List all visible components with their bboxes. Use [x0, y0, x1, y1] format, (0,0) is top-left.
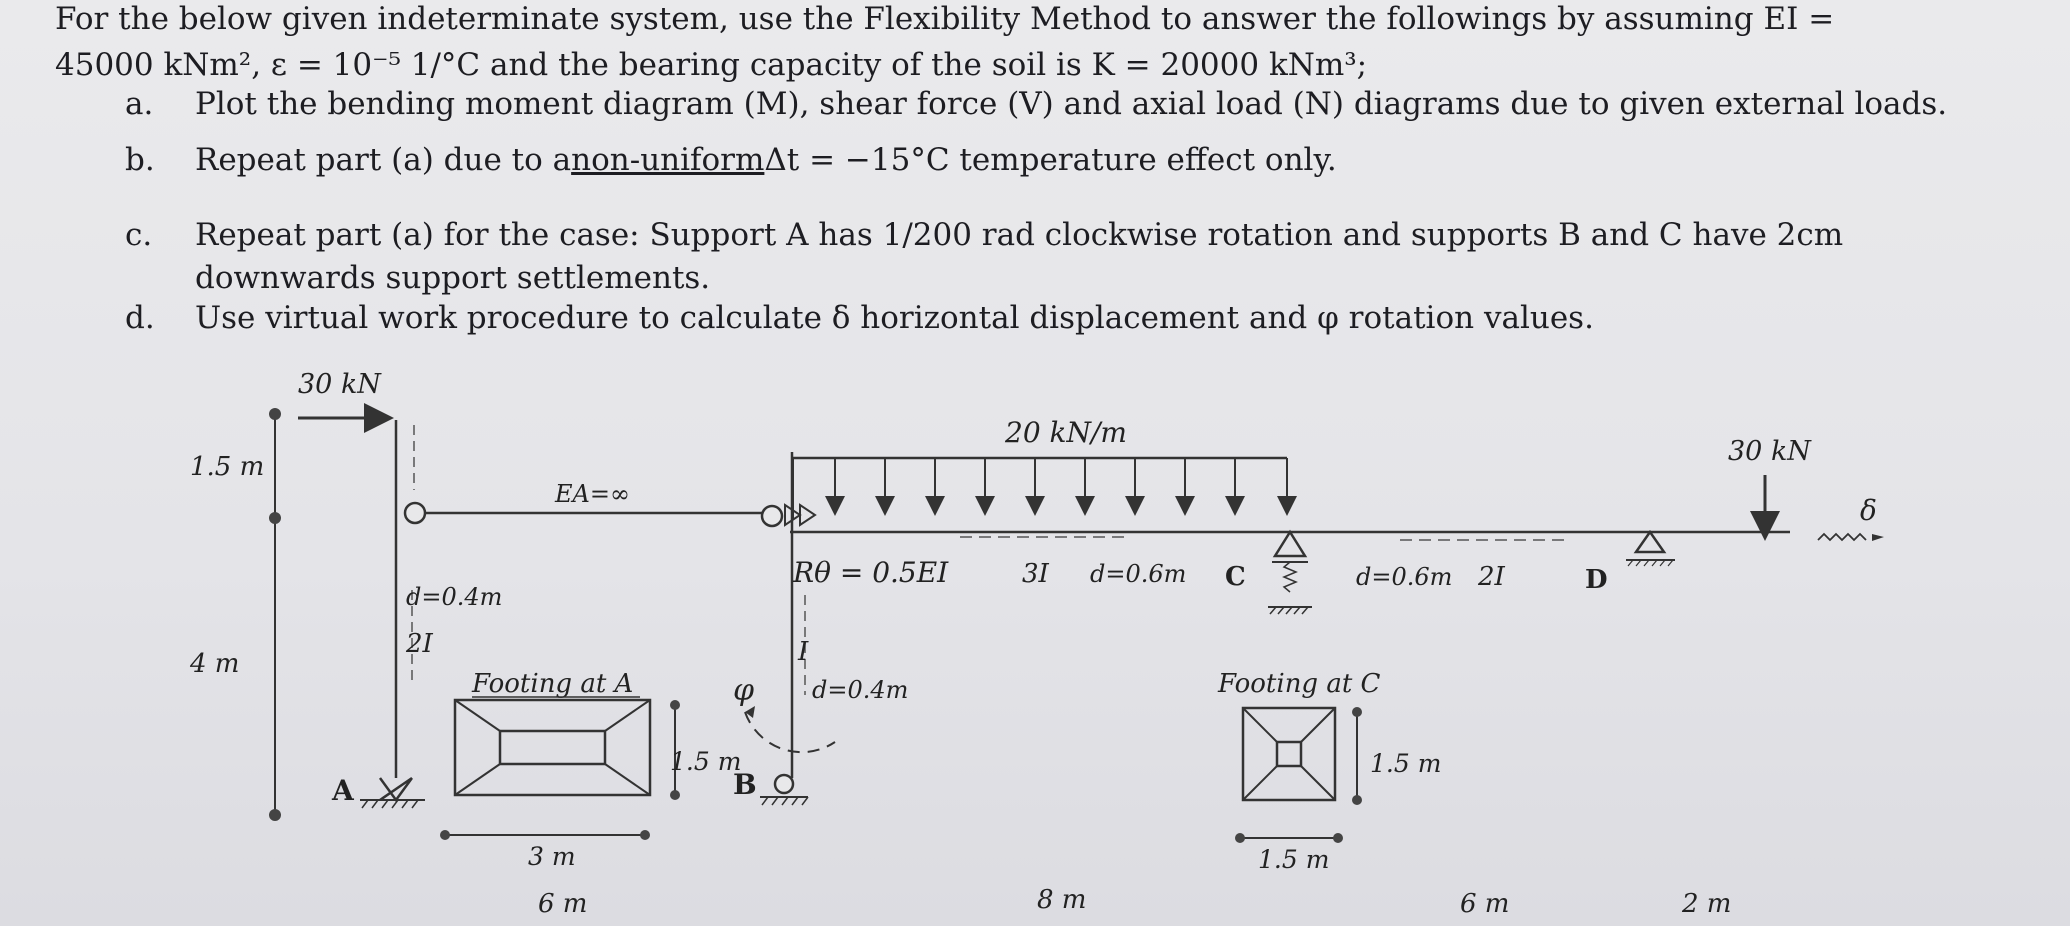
distributed-load-label: 20 kN/m [1005, 416, 1127, 449]
dim-4m: 4 m [190, 649, 240, 679]
column-a-depth: d=0.4m [406, 583, 503, 611]
support-c-label: C [1225, 562, 1246, 592]
tie-ea-infinite: EA=∞ [555, 480, 630, 508]
phi-rotation-arrow [745, 706, 835, 752]
footing-a-height: 1.5 m [670, 747, 742, 776]
question-b-text-post: Δt = −15°C temperature effect only. [764, 142, 1337, 178]
question-c-text: Repeat part (a) for the case: Support A has 1/200 rad clockwise rotation and supports B and C have 2cm [195, 217, 1844, 253]
question-b-text-pre: Repeat part (a) due to a [195, 142, 572, 178]
dim-1-5m-top: 1.5 m [190, 452, 265, 482]
support-b-label: B [733, 768, 757, 801]
footing-a-title: Footing at A [472, 669, 634, 699]
horizontal-load-label: 30 kN [298, 369, 381, 400]
left-dimension-line [269, 408, 281, 821]
span-dim-1: 6 m [538, 889, 588, 919]
beam-bc-depth: d=0.6m [1090, 560, 1187, 588]
delta-displacement-arrow [1818, 534, 1884, 541]
intro-line-1: For the below given indeterminate system, use the Flexibility Method to answer the followings by assuming EI = [55, 1, 1835, 37]
column-a-inertia: 2I [406, 629, 433, 659]
question-b-label: b. [125, 142, 155, 178]
question-d-text: Use virtual work procedure to calculate δ horizontal displacement and φ rotation values. [195, 300, 1594, 336]
rotational-spring-icon [785, 505, 815, 525]
beam-cd-inertia: 2I [1478, 562, 1505, 592]
question-d-label: d. [125, 300, 155, 336]
question-c-label: c. [125, 217, 153, 253]
footing-a-width: 3 m [528, 842, 576, 871]
question-a-text: Plot the bending moment diagram (M), shear force (V) and axial load (N) diagrams due to given external loads. [195, 86, 1948, 122]
support-a-label: A [332, 774, 354, 807]
column-b-depth: d=0.4m [812, 676, 909, 704]
footing-c-plan [1235, 707, 1362, 843]
beam-bc-inertia: 3I [1022, 559, 1049, 589]
vertical-load-label: 30 kN [1728, 436, 1811, 467]
question-c-continuation: downwards support settlements. [195, 260, 711, 296]
support-d [1626, 532, 1675, 566]
beam-cd-depth: d=0.6m [1356, 563, 1453, 591]
footing-c-width: 1.5 m [1258, 845, 1330, 874]
spring-stiffness: Rθ = 0.5EI [793, 556, 949, 589]
question-a-label: a. [125, 86, 154, 122]
footing-a-plan [440, 700, 680, 840]
distributed-load [793, 458, 1287, 520]
span-dim-3: 6 m [1460, 889, 1510, 919]
support-c [1268, 532, 1312, 614]
support-a [360, 778, 425, 808]
question-b-underlined: non-uniform [571, 142, 765, 178]
footing-c-title: Footing at C [1218, 669, 1381, 699]
footing-c-height: 1.5 m [1370, 749, 1442, 778]
support-d-label: D [1585, 565, 1608, 595]
delta-label: δ [1860, 494, 1877, 527]
span-dim-4: 2 m [1682, 889, 1732, 919]
column-b-inertia: I [798, 637, 809, 667]
span-dim-2: 8 m [1037, 885, 1087, 915]
phi-label: φ [733, 673, 755, 708]
intro-line-2: 45000 kNm², ε = 10⁻⁵ 1/°C and the bearing capacity of the soil is K = 20000 kNm³; [55, 47, 1368, 83]
